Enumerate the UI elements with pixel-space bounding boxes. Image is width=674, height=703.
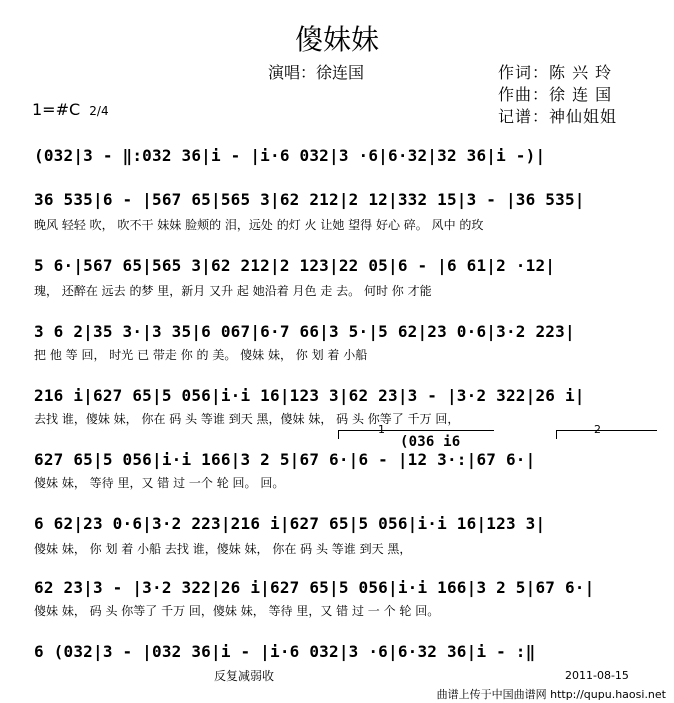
song-title: 傻妹妹 <box>294 23 379 56</box>
score-system-1: (032|3 - ‖:032 36|i - |i·6 032|3 ·6|6·32|32 36|i -)| <box>34 146 546 165</box>
repeat-instruction: 反复减弱收 <box>214 669 275 683</box>
score-system-9: 6 (032|3 - |032 36|i - |i·6 032|3 ·6|6·32 36|i - :‖ <box>34 642 536 661</box>
site-watermark: 曲谱上传于中国曲谱网 http://qupu.haosi.net <box>436 688 666 701</box>
date-stamp: 2011-08-15 <box>565 669 629 682</box>
first-ending-label: 1 <box>378 423 385 436</box>
first-ending-extra-notes: (036 i6 <box>400 434 461 450</box>
lyrics-line-8: 傻妹 妹， 码 头 你等了 千万 回，傻妹 妹， 等待 里，又 错 过 一 个 轮 回。 <box>34 604 440 618</box>
score-system-8: 62 23|3 - |3·2 322|26 i|627 65|5 056|i·i 166|3 2 5|67 6·| <box>34 578 595 597</box>
lyricist-credit: 作词：陈 兴 玲 <box>498 63 613 82</box>
lyrics-line-7: 傻妹 妹， 你 划 着 小船 去找 谁，傻妹 妹， 你在 码 头 等谁 到天 黑， <box>34 542 412 556</box>
score-system-3: 5 6·|567 65|565 3|62 212|2 123|22 05|6 - |6 61|2 ·12| <box>34 256 556 275</box>
key-signature <box>32 100 109 119</box>
score-system-2: 36 535|6 - |567 65|565 3|62 212|2 12|332 15|3 - |36 535| <box>34 190 585 209</box>
key-signature-text: 1=#C <box>32 100 81 119</box>
performer-credit: 演唱：徐连国 <box>268 63 365 82</box>
score-system-6: 627 65|5 056|i·i 166|3 2 5|67 6·|6 - |12 3·:|67 6·| <box>34 450 536 469</box>
score-system-5: 216 i|627 65|5 056|i·i 16|123 3|62 23|3 - |3·2 322|26 i| <box>34 386 585 405</box>
second-ending-label: 2 <box>594 423 601 436</box>
lyrics-line-2: 晚风 轻轻 吹， 吹不干 妹妹 脸颊的 泪，远处 的灯 火 让她 望得 好心 碎。 风中 的玫 <box>34 218 484 232</box>
score-system-4: 3 6 2|35 3·|3 35|6 067|6·7 66|3 5·|5 62|23 0·6|3·2 223| <box>34 322 575 341</box>
lyrics-line-4: 把 他 等 回， 时光 已 带走 你 的 美。 傻妹 妹， 你 划 着 小船 <box>34 348 368 362</box>
transcriber-credit: 记谱：神仙姐姐 <box>498 107 618 126</box>
score-system-7: 6 62|23 0·6|3·2 223|216 i|627 65|5 056|i·i 16|123 3| <box>34 514 546 533</box>
time-signature: 2/4 <box>89 104 109 118</box>
second-ending-bracket <box>556 430 657 439</box>
lyrics-line-3: 瑰， 还醉在 远去 的梦 里，新月 又升 起 她沿着 月色 走 去。 何时 你 才能 <box>34 284 432 298</box>
lyrics-line-5: 去找 谁，傻妹 妹， 你在 码 头 等谁 到天 黑，傻妹 妹， 码 头 你等了 千万 回， <box>34 412 460 426</box>
composer-credit: 作曲：徐 连 国 <box>498 85 613 104</box>
lyrics-line-6: 傻妹 妹， 等待 里，又 错 过 一个 轮 回。 回。 <box>34 476 285 490</box>
